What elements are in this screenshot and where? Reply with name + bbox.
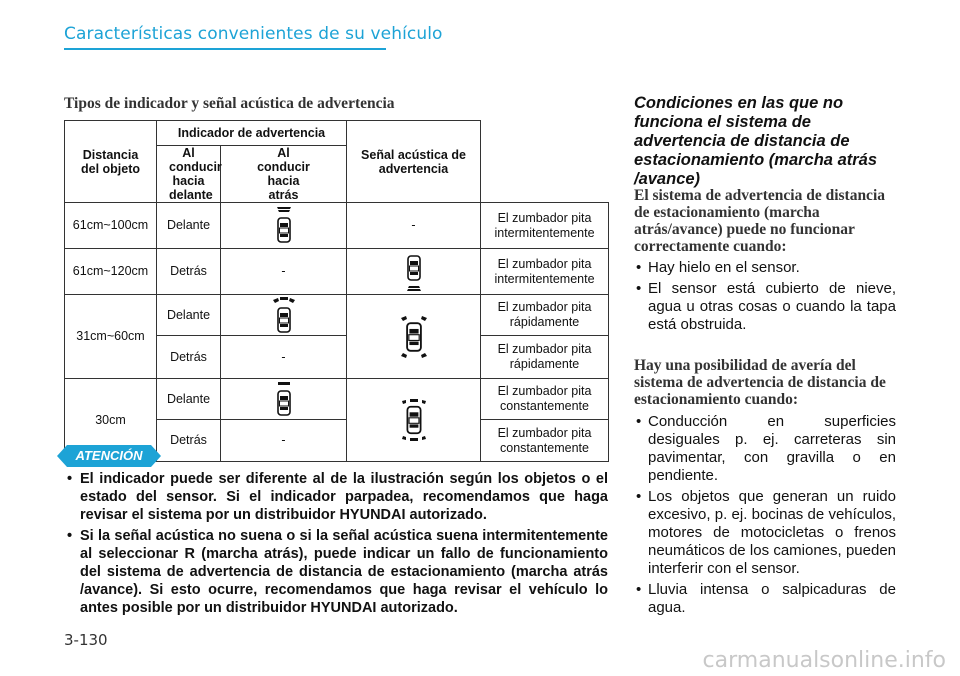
page-number: 3-130 <box>64 631 108 649</box>
conditions-list-2 <box>634 413 896 617</box>
sound-cell: El zumbador pita intermitentemente <box>481 203 609 249</box>
forward-indicator-cell: - <box>221 249 347 295</box>
watermark: carmanualsonline.info <box>702 648 946 673</box>
sound-cell: El zumbador pita rápidamente <box>481 295 609 336</box>
sound-cell: El zumbador pita constantemente <box>481 420 609 462</box>
conditions-subheading-2: Hay una posibilidad de avería del sistema de advertencia de distancia de estacionamiento cuando: <box>634 357 886 408</box>
list-item: • El sensor está cubierto de nieve, agua u otras cosas o cuando la tapa está obstruida. <box>634 280 896 334</box>
header-indicator: Indicador de advertencia <box>157 121 347 146</box>
reverse-indicator-cell <box>347 295 481 379</box>
sound-cell: El zumbador pita rápidamente <box>481 336 609 379</box>
list-item: • Si la señal acústica no suena o si la señal acústica suena intermitentemente al seleccionar R (marcha atrás), puede indicar un fallo de funcionamiento del sistema de advertencia de distancia de estacionamiento (marcha atrás /avance). Si esto ocurre, recomendamos que haga revisar el vehículo lo antes posible por un distribuidor HYUNDAI autorizado. <box>64 527 608 617</box>
position-cell: Detrás <box>157 336 221 379</box>
table-row <box>65 203 609 249</box>
list-item: • Los objetos que generan un ruido excesivo, p. ej. bocinas de vehículos, motores de motocicletas o frenos neumáticos de los camiones, pueden interferir con el sensor. <box>634 488 896 578</box>
car-rear-warning-icon <box>399 252 429 292</box>
warning-table <box>64 120 609 462</box>
section-title: Tipos de indicador y señal acústica de advertencia <box>64 95 395 112</box>
forward-indicator-cell: - <box>221 420 347 462</box>
distance-cell: 31cm~60cm <box>65 295 157 379</box>
forward-indicator-cell <box>221 203 347 249</box>
car-front-corners-warning-icon <box>267 296 301 334</box>
header-rule <box>64 48 386 50</box>
car-all-close-warning-icon <box>394 394 434 446</box>
sound-cell: El zumbador pita intermitentemente <box>481 249 609 295</box>
attention-badge: ATENCIÓN <box>67 445 151 467</box>
conditions-heading: Condiciones en las que no funciona el sistema de advertencia de distancia de estacionamiento (marcha atrás /avance) <box>634 94 878 188</box>
forward-indicator-cell <box>221 295 347 336</box>
list-item: • Lluvia intensa o salpicaduras de agua. <box>634 581 896 617</box>
distance-cell: 61cm~120cm <box>65 249 157 295</box>
distance-cell: 61cm~100cm <box>65 203 157 249</box>
reverse-indicator-cell <box>347 249 481 295</box>
position-cell: Delante <box>157 203 221 249</box>
list-item: • Hay hielo en el sensor. <box>634 259 896 277</box>
header-sound: Señal acústica de advertencia <box>347 121 481 203</box>
forward-indicator-cell <box>221 379 347 420</box>
table-row <box>65 295 609 336</box>
attention-list <box>64 470 608 620</box>
header-forward: Al conducir hacia delante <box>157 146 221 203</box>
sound-cell: El zumbador pita constantemente <box>481 379 609 420</box>
forward-indicator-cell: - <box>221 336 347 379</box>
car-front-warning-icon <box>269 206 299 246</box>
conditions-list-1 <box>634 259 896 334</box>
distance-cell: 30cm <box>65 379 157 462</box>
list-item: • El indicador puede ser diferente al de la ilustración según los objetos o el estado del sensor. Si el indicador parpadea, recomendamos que haga revisar el sistema por un distribuidor HYUNDAI autorizado. <box>64 470 608 524</box>
conditions-subheading-1: El sistema de advertencia de distancia de estacionamiento (marcha atrás/avance) puede no funcionar correctamente cuando: <box>634 187 885 255</box>
header-reverse: Al conducir hacia atrás <box>221 146 347 203</box>
position-cell: Detrás <box>157 420 221 462</box>
position-cell: Detrás <box>157 249 221 295</box>
table-row <box>65 249 609 295</box>
position-cell: Delante <box>157 379 221 420</box>
reverse-indicator-cell: - <box>347 203 481 249</box>
header-distance: Distancia del objeto <box>65 121 157 203</box>
car-all-corners-warning-icon <box>392 311 436 363</box>
reverse-indicator-cell <box>347 379 481 462</box>
car-front-close-warning-icon <box>269 380 299 418</box>
table-row <box>65 379 609 420</box>
list-item: • Conducción en superficies desiguales p. ej. carreteras sin pavimentar, con gravilla o en pendiente. <box>634 413 896 485</box>
position-cell: Delante <box>157 295 221 336</box>
header-title: Características convenientes de su vehículo <box>64 24 443 44</box>
